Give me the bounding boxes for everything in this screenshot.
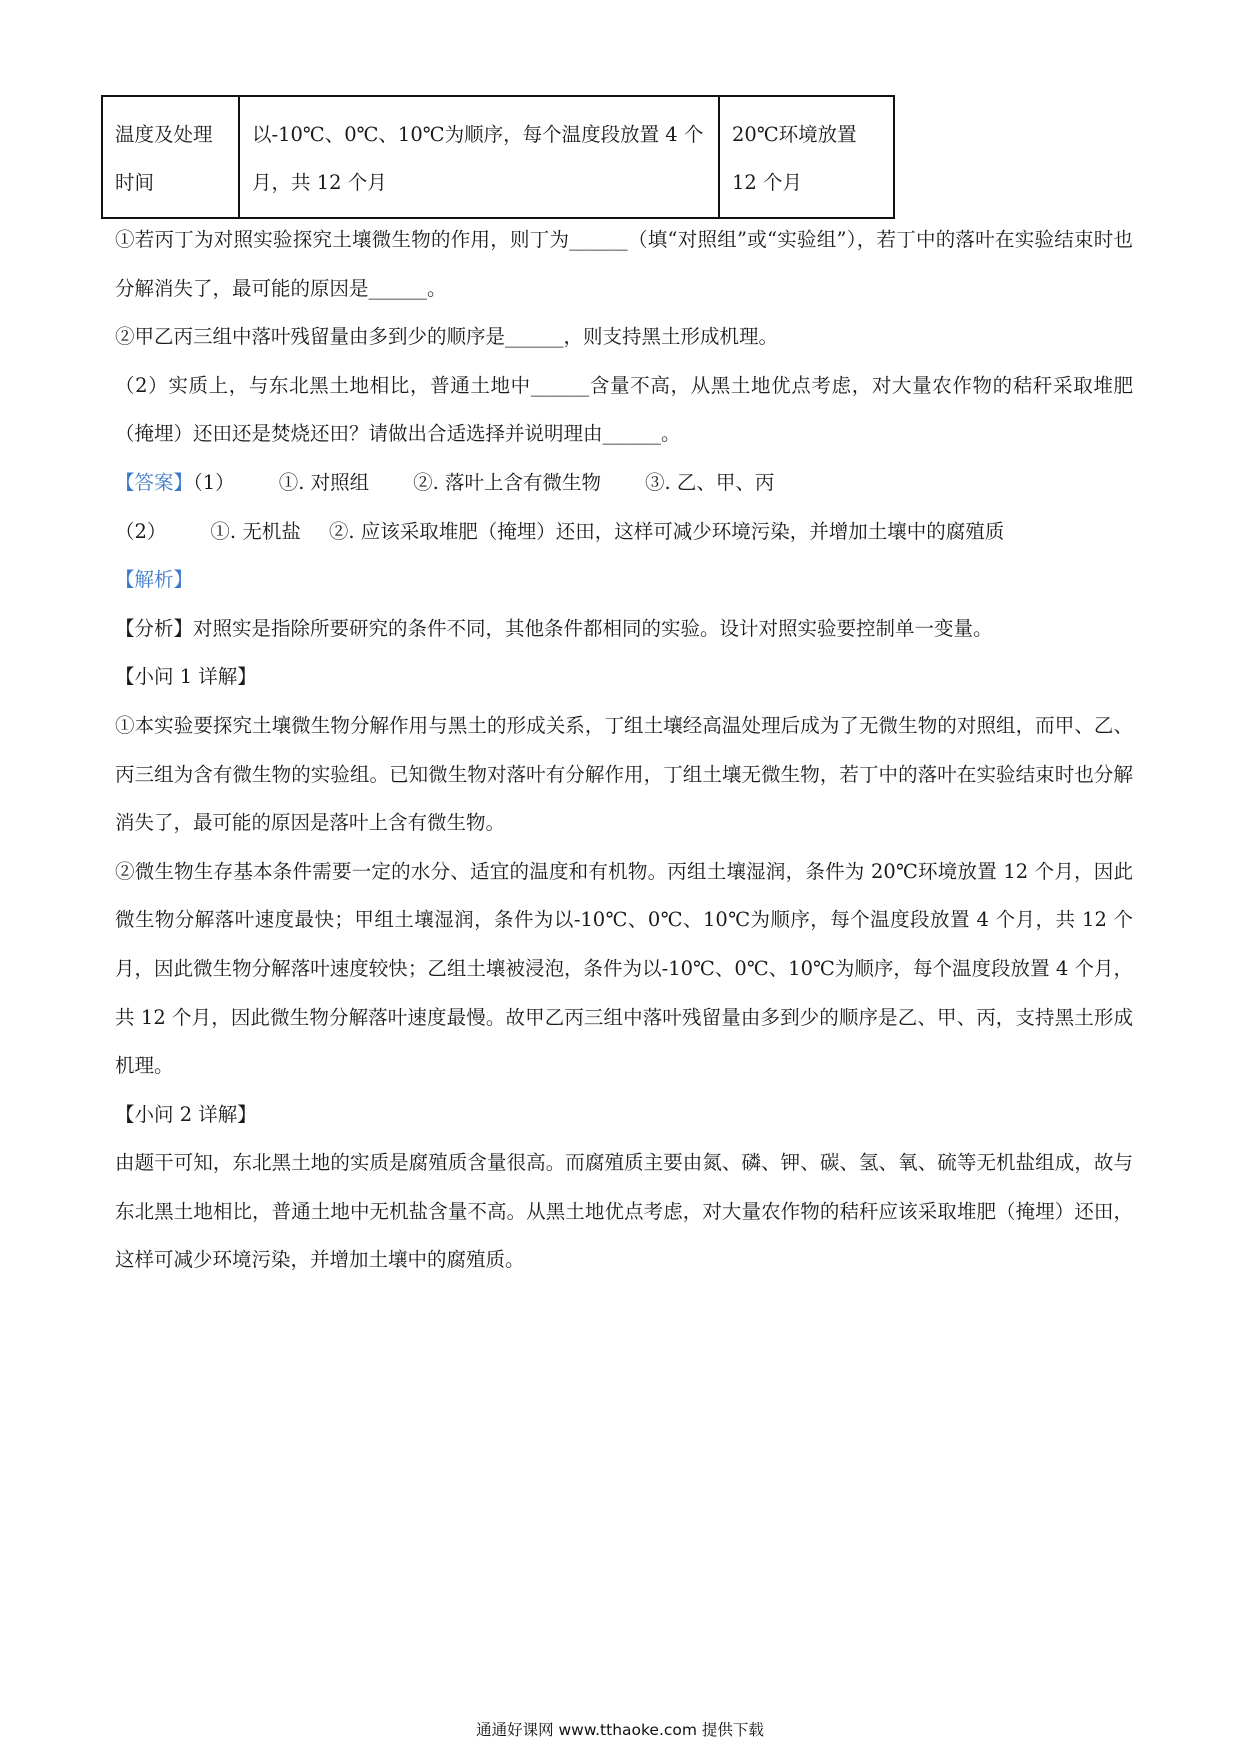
document-body	[115, 216, 1133, 1285]
question-1-1: ①若丙丁为对照实验探究土壤微生物的作用，则丁为______（填“对照组”或“实验组”），若丁中的落叶在实验结束时也分解消失了，最可能的原因是______。	[115, 228, 1133, 300]
answer-line-2	[115, 508, 1133, 557]
page-footer: 通通好课网 www.tthaoke.com 提供下载	[476, 1721, 764, 1739]
answer-part1-a: ①. 对照组	[278, 470, 370, 494]
answer-part1-b: ②. 落叶上含有微生物	[413, 470, 601, 494]
analysis-fenxi: 【分析】对照实是指除所要研究的条件不同，其他条件都相同的实验。设计对照实验要控制单一变量。	[115, 616, 993, 640]
question-1-2: ②甲乙丙三组中落叶残留量由多到少的顺序是______，则支持黑土形成机理。	[115, 325, 779, 349]
answer-tag: 【答案】	[115, 470, 194, 494]
subquestion-1-para-2: ②微生物生存基本条件需要一定的水分、适宜的温度和有机物。丙组土壤湿润，条件为 20℃环境放置 12 个月，因此微生物分解落叶速度最快；甲组土壤湿润，条件为以-10℃、0℃、10℃为顺序，每个温度段放置 4 个月，共 12 个月，因此微生物分解落叶速度较快；乙组土壤被浸泡，条件为以-10℃、0℃、10℃为顺序，每个温度段放置 4 个月，共 12 个月，因此微生物分解落叶速度最慢。故甲乙丙三组中落叶残留量由多到少的顺序是乙、甲、丙，支持黑土形成机理。	[115, 859, 1133, 1078]
subquestion-2-title: 【小问 2 详解】	[115, 1102, 257, 1126]
table-row	[102, 96, 894, 218]
answer-part1-c: ③. 乙、甲、丙	[645, 470, 775, 494]
answer-part2-a: ①. 无机盐	[210, 519, 301, 543]
answer-part1-num: （1）	[193, 470, 235, 494]
answer-part2-b: ②. 应该采取堆肥（掩埋）还田，这样可减少环境污染，并增加土壤中的腐殖质	[328, 519, 1005, 543]
table-cell-label: 温度及处理时间	[102, 96, 239, 218]
subquestion-2-para-1: 由题干可知，东北黑土地的实质是腐殖质含量很高。而腐殖质主要由氮、磷、钾、碳、氢、氧、硫等无机盐组成，故与东北黑土地相比，普通土地中无机盐含量不高。从黑土地优点考虑，对大量农作物的秸秆应该采取堆肥（掩埋）还田，这样可减少环境污染，并增加土壤中的腐殖质。	[115, 1151, 1133, 1272]
table-cell-right: 20℃环境放置 12 个月	[719, 96, 894, 218]
analysis-tag: 【解析】	[115, 568, 194, 592]
subquestion-1-title: 【小问 1 详解】	[115, 665, 257, 689]
conditions-table	[101, 95, 895, 219]
answer-line-1	[115, 459, 1133, 508]
table-cell-middle: 以-10℃、0℃、10℃为顺序，每个温度段放置 4 个月，共 12 个月	[239, 96, 719, 218]
answer-part2-num: （2）	[115, 519, 167, 543]
question-2: （2）实质上，与东北黑土地相比，普通土地中______含量不高，从黑土地优点考虑，对大量农作物的秸秆采取堆肥（掩埋）还田还是焚烧还田？请做出合适选择并说明理由______。	[115, 373, 1133, 446]
subquestion-1-para-1: ①本实验要探究土壤微生物分解作用与黑土的形成关系，丁组土壤经高温处理后成为了无微生物的对照组，而甲、乙、丙三组为含有微生物的实验组。已知微生物对落叶有分解作用，丁组土壤无微生物，若丁中的落叶在实验结束时也分解消失了，最可能的原因是落叶上含有微生物。	[115, 713, 1133, 835]
